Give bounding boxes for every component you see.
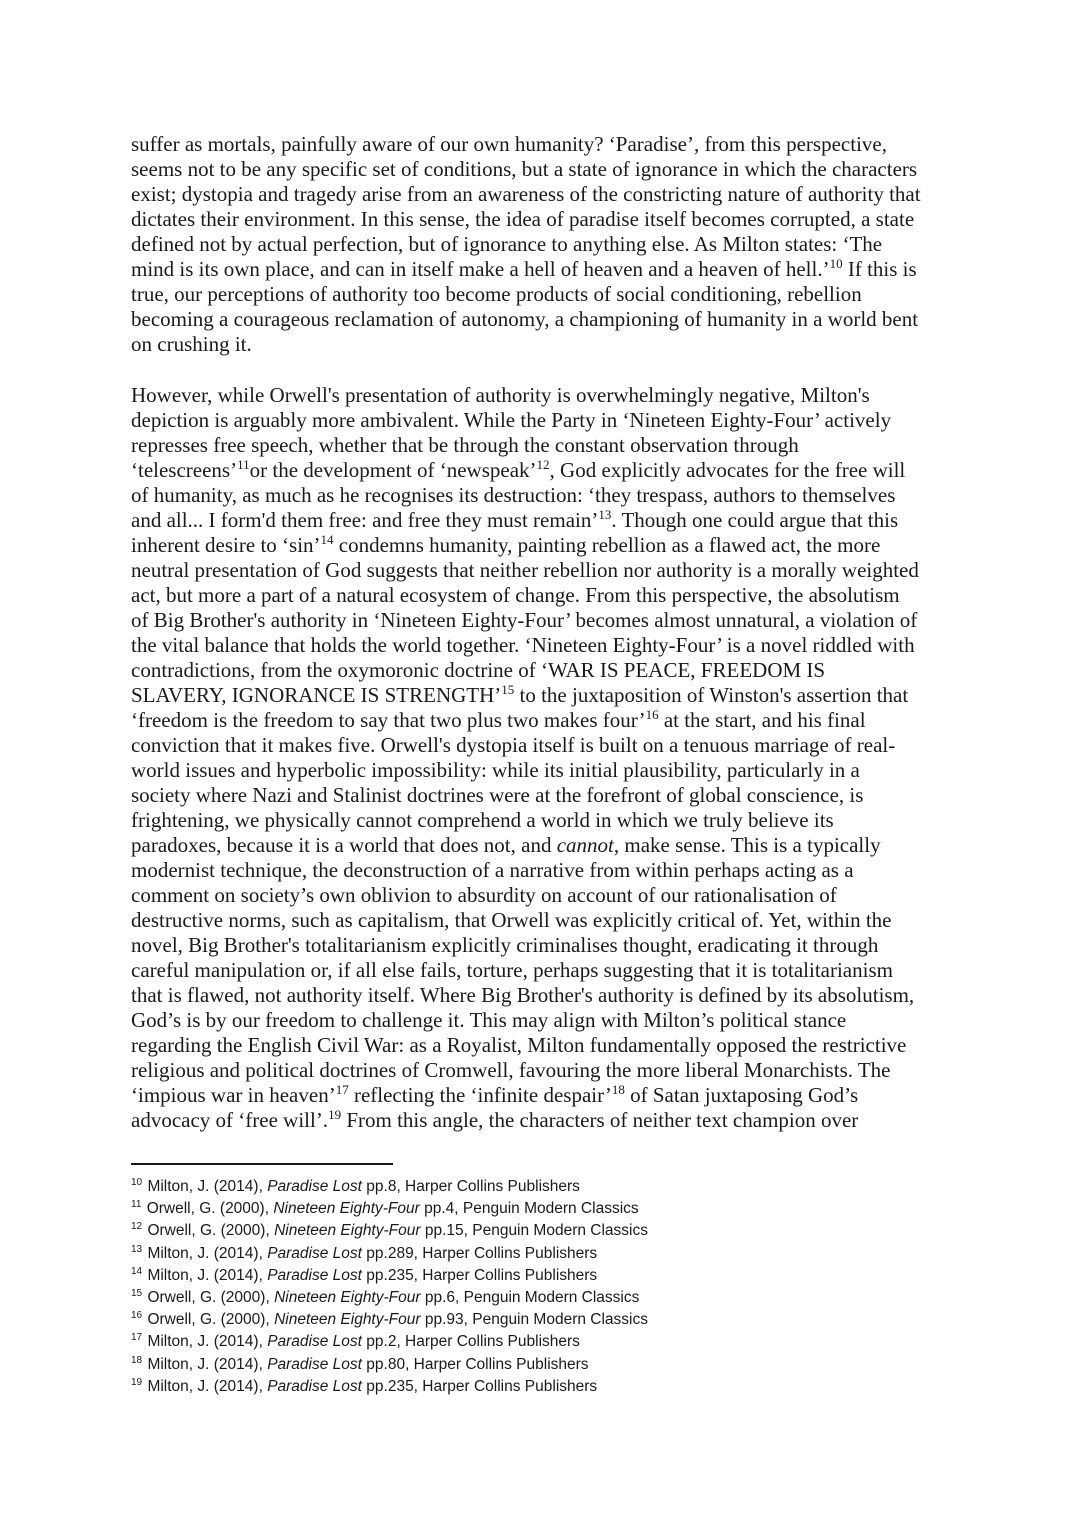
text-run: destructive norms, such as capitalism, that Orwell was explicitly critical of. Yet, within the — [131, 908, 892, 932]
text-line — [131, 658, 961, 683]
footnote-title: Nineteen Eighty-Four — [274, 1222, 421, 1240]
text-line — [131, 383, 961, 408]
text-line — [131, 282, 961, 307]
footnote-marker: 11 — [237, 457, 250, 472]
footnote-details: pp.235, Harper Collins Publishers — [361, 1266, 598, 1284]
footnote-marker: 16 — [645, 707, 659, 722]
text-line — [131, 132, 961, 157]
text-line — [131, 232, 961, 257]
footnote-item — [131, 1176, 931, 1198]
text-run: represses free speech, whether that be through the constant observation through — [131, 433, 799, 457]
footnote-number: 14 — [131, 1265, 143, 1277]
text-line — [131, 1033, 961, 1058]
footnote-details: pp.4, Penguin Modern Classics — [419, 1200, 639, 1218]
text-run: religious and political doctrines of Cromwell, favouring the more liberal Monarchists. The — [131, 1058, 891, 1082]
footnote-title: Paradise Lost — [267, 1377, 362, 1395]
text-run: ‘freedom is the freedom to say that two plus two makes four’ — [131, 708, 646, 732]
text-run: , make sense. This is a typically — [613, 833, 881, 857]
footnote-author: Milton, J. (2014), — [147, 1178, 263, 1195]
text-line — [131, 157, 961, 182]
footnote-marker: 17 — [335, 1082, 349, 1097]
footnote-number: 13 — [131, 1243, 143, 1255]
footnote-title: Nineteen Eighty-Four — [273, 1200, 420, 1218]
text-line — [131, 883, 961, 908]
text-run: of Big Brother's authority in ‘Nineteen Eighty-Four’ becomes almost unnatural, a violation of — [131, 608, 918, 632]
footnote-marker: 18 — [611, 1082, 625, 1097]
text-run: God’s is by our freedom to challenge it. This may align with Milton’s political stance — [131, 1008, 847, 1032]
footnote-details: pp.2, Harper Collins Publishers — [361, 1333, 580, 1351]
text-run: paradoxes, because it is a world that does not, and — [131, 833, 557, 857]
text-line — [131, 983, 961, 1008]
text-line — [131, 858, 961, 883]
text-run: inherent desire to ‘sin’ — [131, 533, 321, 557]
text-line — [131, 533, 961, 558]
text-line — [131, 683, 961, 708]
footnote-author: Milton, J. (2014), — [147, 1355, 263, 1373]
text-line — [131, 408, 961, 433]
text-line — [131, 257, 961, 282]
footnote-title: Paradise Lost — [267, 1244, 362, 1262]
text-line — [131, 1008, 961, 1033]
footnote-details: pp.6, Penguin Modern Classics — [420, 1289, 640, 1307]
text-line — [131, 458, 961, 483]
text-line — [131, 1108, 961, 1133]
footnote-details: pp.8, Harper Collins Publishers — [361, 1178, 580, 1195]
text-run: of Satan juxtaposing God’s — [624, 1083, 859, 1107]
footnote-author: Orwell, G. (2000), — [146, 1200, 270, 1218]
text-run: regarding the English Civil War: as a Royalist, Milton fundamentally opposed the restrictive — [131, 1033, 907, 1057]
text-line — [131, 733, 961, 758]
text-run: condemns humanity, painting rebellion as a flawed act, the more — [333, 533, 881, 557]
footnote-author: Milton, J. (2014), — [147, 1333, 263, 1351]
text-run: and all... I form'd them free: and free they must remain’ — [131, 508, 599, 532]
text-line — [131, 207, 961, 232]
text-run: of humanity, as much as he recognises its destruction: ‘they trespass, authors to themselves — [131, 483, 896, 507]
text-line — [131, 808, 961, 833]
text-line — [131, 958, 961, 983]
text-run: modernist technique, the deconstruction of a narrative from within perhaps acting as a — [131, 858, 854, 882]
text-run: the vital balance that holds the world together. ‘Nineteen Eighty-Four’ is a novel riddled with — [131, 633, 915, 657]
text-run: advocacy of ‘free will’. — [131, 1108, 329, 1132]
footnote-number: 10 — [131, 1177, 143, 1188]
text-line — [131, 1058, 961, 1083]
text-run: novel, Big Brother's totalitarianism explicitly criminalises thought, eradicating it through — [131, 933, 879, 957]
text-line — [131, 633, 961, 658]
text-run: to the juxtaposition of Winston's assertion that — [514, 683, 909, 707]
text-line — [131, 508, 961, 533]
footnote-title: Nineteen Eighty-Four — [274, 1289, 421, 1307]
footnote-author: Orwell, G. (2000), — [147, 1289, 270, 1307]
footnote-item — [131, 1309, 931, 1331]
text-run: suffer as mortals, painfully aware of our own humanity? ‘Paradise’, from this perspective, — [131, 132, 887, 156]
text-line — [131, 182, 961, 207]
footnote-item — [131, 1265, 931, 1287]
text-line — [131, 307, 961, 332]
footnote-title: Paradise Lost — [267, 1355, 362, 1373]
footnote-item — [131, 1243, 931, 1265]
footnote-author: Milton, J. (2014), — [147, 1244, 263, 1262]
text-line — [131, 1083, 961, 1108]
footnote-details: pp.235, Harper Collins Publishers — [361, 1377, 598, 1395]
footnote-author: Orwell, G. (2000), — [147, 1311, 270, 1329]
text-run: true, our perceptions of authority too become products of social conditioning, rebellion — [131, 282, 862, 306]
italic-run: cannot — [556, 833, 614, 857]
text-run: contradictions, from the oxymoronic doctrine of ‘WAR IS PEACE, FREEDOM IS — [131, 658, 826, 682]
text-run: comment on society’s own oblivion to absurdity on account of our rationalisation of — [131, 883, 837, 907]
body-paragraph-2 — [131, 383, 961, 1133]
text-line — [131, 558, 961, 583]
footnote-marker: 14 — [320, 532, 334, 547]
footnote-number: 11 — [131, 1199, 142, 1211]
footnote-marker: 15 — [501, 682, 515, 697]
text-run: careful manipulation or, if all else fails, torture, perhaps suggesting that it is totalitarianism — [131, 958, 893, 982]
text-run: that is flawed, not authority itself. Where Big Brother's authority is defined by its absolutism, — [131, 983, 915, 1007]
footnote-marker: 10 — [829, 256, 843, 271]
footnote-number: 16 — [131, 1310, 143, 1322]
footnote-marker: 13 — [598, 507, 612, 522]
text-run: ‘telescreens’ — [131, 458, 238, 482]
footnote-item — [131, 1331, 931, 1353]
footnote-details: pp.289, Harper Collins Publishers — [361, 1244, 598, 1262]
footnote-title: Paradise Lost — [267, 1266, 362, 1284]
footnote-number: 19 — [131, 1376, 143, 1388]
footnote-author: Orwell, G. (2000), — [147, 1222, 270, 1240]
text-run: However, while Orwell's presentation of authority is overwhelmingly negative, Milton's — [131, 383, 870, 407]
footnote-item — [131, 1198, 931, 1220]
text-run: or the development of ‘newspeak’ — [249, 458, 537, 482]
text-line — [131, 933, 961, 958]
text-run: conviction that it makes five. Orwell's dystopia itself is built on a tenuous marriage of real- — [131, 733, 896, 757]
text-run: mind is its own place, and can in itself make a hell of heaven and a heaven of hell.’ — [131, 257, 830, 281]
text-line — [131, 608, 961, 633]
text-run: SLAVERY, IGNORANCE IS STRENGTH’ — [131, 683, 502, 707]
text-run: seems not to be any specific set of conditions, but a state of ignorance in which the characters — [131, 157, 918, 181]
footnote-number: 15 — [131, 1288, 143, 1300]
text-run: at the start, and his final — [658, 708, 866, 732]
text-run: From this angle, the characters of neither text champion over — [341, 1108, 859, 1132]
text-run: dictates their environment. In this sense, the idea of paradise itself becomes corrupted, a state — [131, 207, 915, 231]
text-run: defined not by actual perfection, but of ignorance to anything else. As Milton states: ‘The — [131, 232, 883, 256]
footnote-number: 17 — [131, 1332, 143, 1344]
footnote-item — [131, 1354, 931, 1376]
footnote-author: Milton, J. (2014), — [147, 1377, 263, 1395]
text-run: depiction is arguably more ambivalent. While the Party in ‘Nineteen Eighty-Four’ actively — [131, 408, 892, 432]
footnote-marker: 19 — [328, 1107, 342, 1122]
text-run: ‘impious war in heaven’ — [131, 1083, 336, 1107]
text-run: becoming a courageous reclamation of autonomy, a championing of humanity in a world bent — [131, 307, 919, 331]
footnote-title: Paradise Lost — [267, 1178, 362, 1195]
text-run: exist; dystopia and tragedy arise from an awareness of the constricting nature of authority that — [131, 182, 921, 206]
text-run: on crushing it. — [131, 332, 252, 356]
footnote-item — [131, 1376, 931, 1398]
text-line — [131, 708, 961, 733]
text-run: society where Nazi and Stalinist doctrines were at the forefront of global conscience, is — [131, 783, 864, 807]
footnote-number: 18 — [131, 1354, 143, 1366]
body-paragraph-1 — [131, 132, 961, 357]
footnotes-list — [131, 1176, 931, 1398]
text-line — [131, 583, 961, 608]
footnote-author: Milton, J. (2014), — [147, 1266, 263, 1284]
text-run: , God explicitly advocates for the free will — [549, 458, 906, 482]
text-line — [131, 433, 961, 458]
text-run: neutral presentation of God suggests that neither rebellion nor authority is a morally weighted — [131, 558, 919, 582]
text-run: If this is — [842, 257, 917, 281]
text-run: frightening, we physically cannot comprehend a world in which we truly believe its — [131, 808, 834, 832]
text-run: reflecting the ‘infinite despair’ — [348, 1083, 612, 1107]
footnote-details: pp.15, Penguin Modern Classics — [420, 1222, 648, 1240]
text-run: . Though one could argue that this — [611, 508, 899, 532]
text-line — [131, 758, 961, 783]
footnote-item — [131, 1220, 931, 1242]
footnote-details: pp.80, Harper Collins Publishers — [361, 1355, 589, 1373]
text-run: world issues and hyperbolic impossibility: while its initial plausibility, particularly in a — [131, 758, 860, 782]
text-line — [131, 332, 961, 357]
text-line — [131, 483, 961, 508]
footnote-title: Paradise Lost — [267, 1333, 362, 1351]
text-run: act, but more a part of a natural ecosystem of change. From this perspective, the absolutism — [131, 583, 900, 607]
text-line — [131, 783, 961, 808]
footnote-title: Nineteen Eighty-Four — [274, 1311, 421, 1329]
text-line — [131, 908, 961, 933]
footnote-item — [131, 1287, 931, 1309]
text-line — [131, 833, 961, 858]
footnote-details: pp.93, Penguin Modern Classics — [420, 1311, 648, 1329]
footnote-number: 12 — [131, 1221, 143, 1233]
footnote-marker: 12 — [536, 457, 550, 472]
footnote-separator — [131, 1163, 393, 1165]
